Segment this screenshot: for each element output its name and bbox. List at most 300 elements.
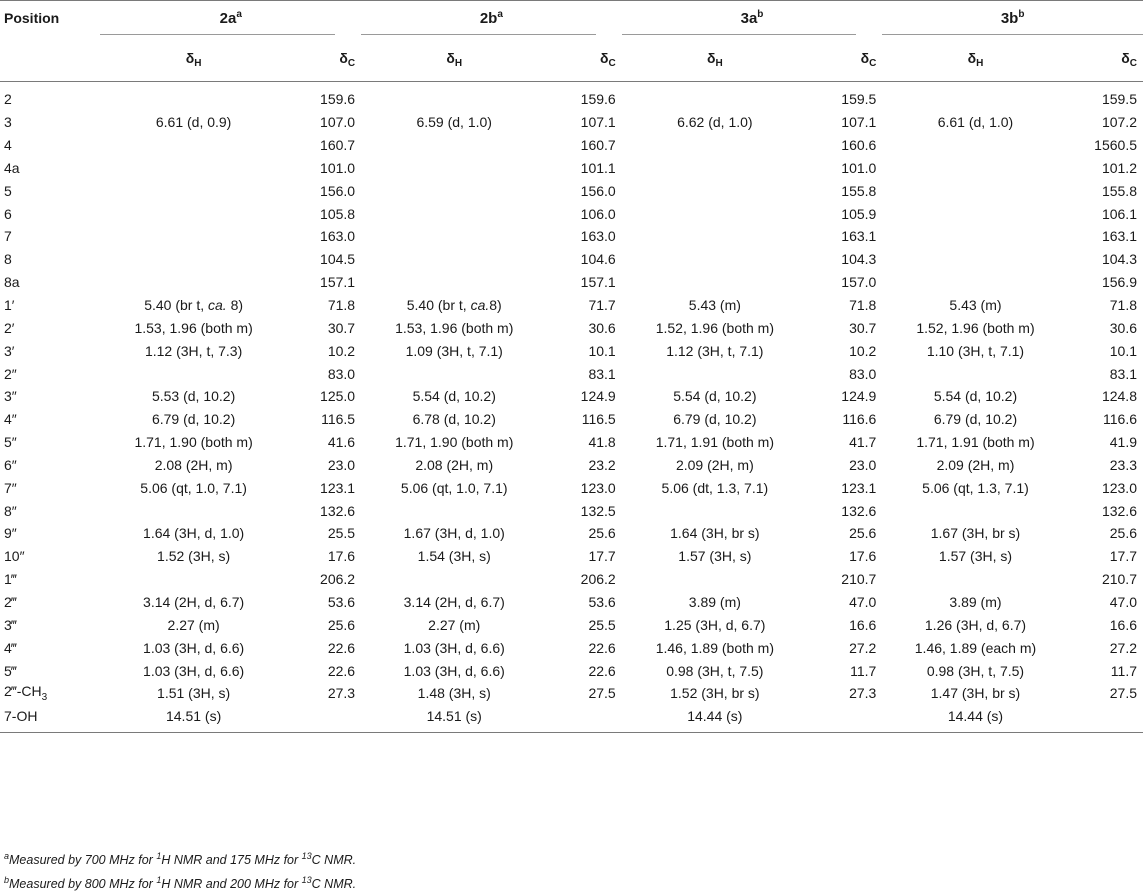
group-footnote-mark: a <box>236 9 242 20</box>
delta-h-cell <box>882 499 1068 522</box>
delta-c-cell: 155.8 <box>1101 182 1137 199</box>
delta-h-cell: 1.03 (3H, d, 6.6) <box>403 639 505 656</box>
delta-c-cell: 71.7 <box>588 297 616 314</box>
table-row <box>0 157 1143 180</box>
delta-c-cell: 159.5 <box>1101 91 1137 108</box>
delta-c-cell: 27.5 <box>1109 685 1137 702</box>
delta-c-cell: 160.7 <box>320 137 356 154</box>
delta-h-cell: 5.06 (qt, 1.0, 7.1) <box>140 479 247 496</box>
table-row <box>0 385 1143 408</box>
table-row <box>0 705 1143 732</box>
delta-h-header: $\delta_H$ <box>361 33 547 82</box>
position-cell: 6″ <box>4 456 17 473</box>
group-name: 3a <box>740 10 758 27</box>
position-cell: 4a <box>4 159 20 176</box>
delta-h-cell <box>882 179 1068 202</box>
delta-h-cell: 1.12 (3H, t, 7.3) <box>144 342 243 359</box>
delta-h-cell: 1.71, 1.90 (both m) <box>134 434 253 451</box>
table-row <box>0 591 1143 614</box>
delta-c-header: $\delta_C$ <box>287 33 361 82</box>
delta-h-cell: 1.52, 1.96 (both m) <box>655 319 774 336</box>
delta-c-cell: 101.0 <box>320 159 356 176</box>
delta-c-cell: 116.5 <box>321 411 356 428</box>
position-cell: 6 <box>4 205 12 222</box>
delta-c-header: $\delta_C$ <box>547 33 621 82</box>
delta-c-cell: 124.9 <box>580 388 616 405</box>
delta-h-cell <box>100 568 286 591</box>
delta-c-cell: 124.8 <box>1101 388 1137 405</box>
delta-c-cell: 104.3 <box>1101 251 1137 268</box>
delta-h-cell: 0.98 (3H, t, 7.5) <box>926 662 1025 679</box>
position-cell: 8″ <box>4 502 17 519</box>
delta-h-header: $\delta_H$ <box>100 33 286 82</box>
delta-h-cell: 2.27 (m) <box>428 616 481 633</box>
delta-h-cell: 3.89 (m) <box>949 593 1002 610</box>
delta-h-cell: 1.53, 1.96 (both m) <box>395 319 514 336</box>
delta-h-cell <box>622 179 808 202</box>
delta-h-cell <box>882 568 1068 591</box>
delta-c-cell: 104.5 <box>320 251 356 268</box>
position-cell: 2″ <box>4 365 17 382</box>
delta-h-cell: 14.44 (s) <box>882 705 1068 732</box>
footnote-b: $^b$Measured by 800 MHz for $^1$H NMR and 200 MHz for $^{13}$C NMR. <box>4 875 357 891</box>
delta-c-cell: 41.6 <box>327 434 356 451</box>
group-name: 2b <box>479 10 498 27</box>
delta-c-cell: 159.6 <box>320 91 356 108</box>
table-row <box>0 613 1143 636</box>
delta-c-cell: 16.6 <box>849 616 877 633</box>
delta-h-cell <box>882 157 1068 180</box>
delta-c-cell: 156.0 <box>320 182 356 199</box>
delta-c-cell: 116.6 <box>842 411 877 428</box>
delta-c-cell: 17.7 <box>1109 548 1137 565</box>
delta-h-cell: 2.09 (2H, m) <box>675 456 754 473</box>
delta-c-cell: 23.2 <box>588 456 616 473</box>
delta-c-cell: 30.6 <box>1109 319 1137 336</box>
delta-c-cell: 27.2 <box>1109 639 1137 656</box>
delta-h-cell: 1.51 (3H, s) <box>157 685 231 702</box>
group-footnote-mark: b <box>1018 9 1025 20</box>
delta-h-cell: 1.10 (3H, t, 7.1) <box>926 342 1025 359</box>
delta-c-cell: 25.6 <box>1109 525 1137 542</box>
delta-h-cell: 3.14 (2H, d, 6.7) <box>143 593 245 610</box>
position-cell: 9″ <box>4 525 17 542</box>
delta-h-cell <box>361 499 547 522</box>
footnotes <box>4 846 356 894</box>
delta-c-header: $\delta_C$ <box>1069 33 1143 82</box>
delta-c-cell: 22.6 <box>327 662 356 679</box>
delta-h-header: $\delta_H$ <box>622 33 808 82</box>
delta-h-cell: 5.54 (d, 10.2) <box>412 388 496 405</box>
delta-c-cell: 25.6 <box>849 525 877 542</box>
delta-h-cell <box>882 271 1068 294</box>
delta-h-cell <box>100 202 286 225</box>
delta-c-cell: 160.7 <box>580 137 616 154</box>
delta-h-cell <box>622 499 808 522</box>
delta-c-cell: 16.6 <box>1109 616 1137 633</box>
delta-c-cell <box>1069 705 1143 732</box>
delta-c-cell: 27.5 <box>588 685 616 702</box>
table-row <box>0 568 1143 591</box>
delta-c-cell: 83.1 <box>588 365 616 382</box>
position-cell: 4 <box>4 137 12 154</box>
delta-h-cell <box>100 271 286 294</box>
delta-c-header: $\delta_C$ <box>808 33 882 82</box>
position-cell: 3 <box>4 114 12 131</box>
delta-h-cell: 5.06 (dt, 1.3, 7.1) <box>661 479 769 496</box>
delta-c-cell: 1560.5 <box>1094 137 1137 154</box>
delta-c-cell: 132.6 <box>320 502 356 519</box>
delta-c-cell: 11.7 <box>850 662 877 679</box>
delta-h-cell: 5.54 (d, 10.2) <box>933 388 1018 405</box>
delta-c-cell: 23.3 <box>1109 456 1137 473</box>
delta-h-cell: 1.52 (3H, br s) <box>670 685 760 702</box>
delta-h-cell: 1.57 (3H, s) <box>938 548 1013 565</box>
delta-c-cell: 124.9 <box>841 388 877 405</box>
table-row <box>0 499 1143 522</box>
delta-h-cell <box>100 179 286 202</box>
delta-h-cell: 1.47 (3H, br s) <box>930 685 1021 702</box>
delta-h-cell <box>361 82 547 111</box>
table-row <box>0 179 1143 202</box>
delta-c-cell: 53.6 <box>588 593 616 610</box>
delta-h-cell: 1.64 (3H, d, 1.0) <box>143 525 245 542</box>
delta-h-cell: 1.48 (3H, s) <box>417 685 491 702</box>
table-row <box>0 362 1143 385</box>
group-header-3b <box>882 1 1143 34</box>
delta-c-cell: 123.1 <box>320 479 356 496</box>
position-cell: 2 <box>4 91 12 108</box>
delta-c-cell: 156.0 <box>580 182 616 199</box>
group-footnote-mark: b <box>757 9 764 20</box>
delta-c-cell: 25.5 <box>588 616 616 633</box>
delta-h-cell: 1.71, 1.91 (both m) <box>655 434 774 451</box>
position-cell: 1′ <box>4 297 15 314</box>
delta-c-cell: 107.2 <box>1101 114 1137 131</box>
delta-h-cell: 6.79 (d, 10.2) <box>933 411 1018 428</box>
delta-h-cell: 1.54 (3H, s) <box>417 548 491 565</box>
delta-h-cell: 1.64 (3H, br s) <box>670 525 760 542</box>
delta-h-cell <box>361 202 547 225</box>
delta-c-cell: 10.2 <box>849 342 877 359</box>
delta-c-cell: 41.7 <box>849 434 877 451</box>
delta-h-cell <box>100 82 286 111</box>
delta-c-cell: 30.7 <box>849 319 877 336</box>
delta-h-cell <box>622 134 808 157</box>
delta-c-cell: 206.2 <box>580 571 616 588</box>
delta-c-cell: 101.0 <box>841 159 877 176</box>
delta-h-cell <box>361 134 547 157</box>
delta-h-cell: 14.44 (s) <box>622 705 808 732</box>
delta-c-cell <box>808 705 882 732</box>
delta-h-header: $\delta_H$ <box>882 33 1068 82</box>
delta-h-cell: 1.52 (3H, s) <box>157 548 231 565</box>
group-header-3a <box>622 1 883 34</box>
table-row <box>0 545 1143 568</box>
delta-h-cell: 1.25 (3H, d, 6.7) <box>664 616 766 633</box>
group-header-2b <box>361 1 622 34</box>
position-cell: 1‴ <box>4 571 17 588</box>
delta-c-cell: 163.1 <box>841 228 877 245</box>
table-body <box>0 82 1143 733</box>
delta-c-cell: 47.0 <box>1109 593 1137 610</box>
position-cell: 7-OH <box>0 705 100 732</box>
delta-c-cell: 163.1 <box>1101 228 1137 245</box>
delta-h-cell: 1.46, 1.89 (both m) <box>655 639 774 656</box>
delta-c-cell: 10.1 <box>1109 342 1137 359</box>
delta-h-cell: 6.79 (d, 10.2) <box>673 411 757 428</box>
delta-h-cell: 6.59 (d, 1.0) <box>416 114 492 131</box>
delta-c-cell <box>287 705 361 732</box>
delta-h-cell <box>361 179 547 202</box>
delta-h-cell <box>882 362 1068 385</box>
delta-c-cell: 17.7 <box>588 548 616 565</box>
delta-c-cell: 107.0 <box>320 114 356 131</box>
position-cell: 8 <box>4 251 12 268</box>
delta-c-cell: 30.6 <box>588 319 616 336</box>
delta-c-cell: 101.2 <box>1101 159 1137 176</box>
delta-c-cell: 83.1 <box>1109 365 1137 382</box>
delta-h-cell <box>361 225 547 248</box>
delta-h-cell: 5.43 (m) <box>688 297 741 314</box>
group-header-row <box>0 1 1143 34</box>
delta-h-cell: 5.53 (d, 10.2) <box>151 388 236 405</box>
delta-h-cell <box>100 499 286 522</box>
delta-h-cell <box>882 202 1068 225</box>
delta-h-cell <box>622 271 808 294</box>
table-row <box>0 659 1143 682</box>
position-header: Position <box>0 1 100 34</box>
delta-c-cell: 107.1 <box>580 114 616 131</box>
footnote-a: $^a$Measured by 700 MHz for $^1$H NMR and 175 MHz for $^{13}$C NMR. <box>4 851 357 867</box>
delta-c-cell: 22.6 <box>327 639 356 656</box>
delta-h-cell: 6.78 (d, 10.2) <box>412 411 496 428</box>
delta-c-cell: 116.5 <box>581 411 616 428</box>
delta-h-cell: 5.54 (d, 10.2) <box>673 388 757 405</box>
delta-c-cell: 123.0 <box>1101 479 1137 496</box>
table-row <box>0 271 1143 294</box>
delta-c-cell: 71.8 <box>849 297 877 314</box>
table-row <box>0 202 1143 225</box>
delta-c-cell: 125.0 <box>320 388 356 405</box>
table-row <box>0 316 1143 339</box>
delta-h-cell <box>622 248 808 271</box>
delta-c-cell: 107.1 <box>841 114 877 131</box>
delta-c-cell: 159.6 <box>580 91 616 108</box>
delta-c-cell: 210.7 <box>1101 571 1137 588</box>
delta-c-cell: 132.6 <box>1101 502 1137 519</box>
table-row <box>0 682 1143 705</box>
delta-c-cell <box>547 705 621 732</box>
delta-h-cell <box>622 157 808 180</box>
delta-h-cell <box>100 134 286 157</box>
position-cell: 8a <box>4 274 20 291</box>
delta-h-cell: 2.27 (m) <box>167 616 220 633</box>
delta-c-cell: 23.0 <box>327 456 356 473</box>
position-cell: 4″ <box>4 411 17 428</box>
delta-c-cell: 10.1 <box>588 342 616 359</box>
delta-c-cell: 27.2 <box>849 639 877 656</box>
delta-h-cell <box>622 202 808 225</box>
delta-c-cell: 83.0 <box>849 365 877 382</box>
delta-h-cell <box>100 362 286 385</box>
delta-c-cell: 156.9 <box>1101 274 1137 291</box>
delta-h-cell: 1.71, 1.91 (both m) <box>916 434 1035 451</box>
delta-h-cell <box>622 568 808 591</box>
delta-c-cell: 83.0 <box>327 365 356 382</box>
delta-c-cell: 71.8 <box>327 297 356 314</box>
table-row <box>0 134 1143 157</box>
delta-c-cell: 22.6 <box>588 639 616 656</box>
delta-c-cell: 25.6 <box>588 525 616 542</box>
delta-c-cell: 27.3 <box>849 685 877 702</box>
delta-h-cell: 5.40 (br t, ca.8) <box>406 297 502 314</box>
delta-h-cell: 1.03 (3H, d, 6.6) <box>143 662 245 679</box>
delta-c-cell: 30.7 <box>327 319 356 336</box>
delta-c-cell: 132.6 <box>841 502 877 519</box>
delta-c-cell: 123.1 <box>841 479 877 496</box>
delta-h-cell: 6.61 (d, 1.0) <box>937 114 1014 131</box>
delta-h-cell: 5.40 (br t, ca. 8) <box>144 297 244 314</box>
delta-c-cell: 105.8 <box>320 205 356 222</box>
group-name: 2a <box>219 10 237 27</box>
delta-h-cell: 3.14 (2H, d, 6.7) <box>403 593 505 610</box>
delta-h-cell <box>361 568 547 591</box>
delta-h-cell: 5.43 (m) <box>949 297 1002 314</box>
delta-h-cell: 1.57 (3H, s) <box>678 548 752 565</box>
delta-h-cell <box>100 225 286 248</box>
delta-h-cell <box>361 157 547 180</box>
delta-h-cell: 5.06 (qt, 1.0, 7.1) <box>400 479 508 496</box>
position-cell: 5″ <box>4 434 17 451</box>
delta-h-cell <box>100 157 286 180</box>
position-cell: 7″ <box>4 479 17 496</box>
delta-c-cell: 23.0 <box>849 456 877 473</box>
delta-h-cell: 14.51 (s) <box>100 705 286 732</box>
delta-c-cell: 157.0 <box>841 274 877 291</box>
delta-h-cell <box>882 82 1068 111</box>
position-cell: 3′ <box>4 342 15 359</box>
group-name: 3b <box>1000 10 1019 27</box>
group-footnote-mark: a <box>497 9 503 20</box>
delta-c-cell: 163.0 <box>320 228 356 245</box>
delta-c-cell: 206.2 <box>320 571 356 588</box>
delta-c-cell: 11.7 <box>1110 662 1137 679</box>
delta-h-cell: 1.46, 1.89 (each m) <box>914 639 1037 656</box>
delta-h-cell: 6.62 (d, 1.0) <box>677 114 753 131</box>
delta-h-cell <box>622 362 808 385</box>
delta-c-cell: 104.6 <box>580 251 616 268</box>
position-cell: 2‴ <box>4 593 17 610</box>
delta-c-cell: 106.1 <box>1101 205 1137 222</box>
subheader-spacer <box>0 33 100 82</box>
delta-h-cell: 0.98 (3H, t, 7.5) <box>666 662 764 679</box>
delta-h-cell: 2.08 (2H, m) <box>415 456 494 473</box>
delta-h-cell: 1.03 (3H, d, 6.6) <box>403 662 505 679</box>
delta-h-cell: 1.26 (3H, d, 6.7) <box>924 616 1027 633</box>
delta-c-cell: 25.5 <box>327 525 356 542</box>
delta-h-cell: 6.61 (d, 0.9) <box>155 114 232 131</box>
delta-h-cell <box>882 248 1068 271</box>
position-cell: 7 <box>4 228 12 245</box>
delta-c-cell: 53.6 <box>327 593 356 610</box>
delta-c-cell: 160.6 <box>841 137 877 154</box>
delta-h-cell: 3.89 (m) <box>688 593 741 610</box>
delta-h-cell: 2.09 (2H, m) <box>936 456 1015 473</box>
delta-c-cell: 17.6 <box>327 548 356 565</box>
table-row <box>0 636 1143 659</box>
position-cell: 3″ <box>4 388 17 405</box>
delta-h-cell: 1.03 (3H, d, 6.6) <box>143 639 245 656</box>
table-row <box>0 454 1143 477</box>
delta-c-cell: 132.5 <box>580 502 616 519</box>
position-cell: 10″ <box>4 548 25 565</box>
delta-h-cell: 1.67 (3H, br s) <box>930 525 1021 542</box>
delta-h-cell: 14.51 (s) <box>361 705 547 732</box>
delta-c-cell: 159.5 <box>841 91 877 108</box>
delta-h-cell <box>361 362 547 385</box>
delta-h-cell <box>882 134 1068 157</box>
delta-c-cell: 41.9 <box>1109 434 1137 451</box>
table-row <box>0 82 1143 111</box>
delta-c-cell: 163.0 <box>580 228 616 245</box>
delta-c-cell: 157.1 <box>320 274 356 291</box>
delta-h-cell: 1.52, 1.96 (both m) <box>916 319 1035 336</box>
delta-c-cell: 157.1 <box>580 274 616 291</box>
table-row <box>0 408 1143 431</box>
table-row <box>0 225 1143 248</box>
delta-c-cell: 116.6 <box>1103 411 1137 428</box>
delta-h-cell <box>361 248 547 271</box>
delta-h-cell: 1.67 (3H, d, 1.0) <box>403 525 505 542</box>
delta-h-cell <box>622 225 808 248</box>
delta-c-cell: 105.9 <box>841 205 877 222</box>
delta-h-cell: 1.53, 1.96 (both m) <box>134 319 253 336</box>
delta-c-cell: 210.7 <box>841 571 877 588</box>
delta-c-cell: 41.8 <box>588 434 616 451</box>
subheader-row <box>0 33 1143 82</box>
delta-h-cell: 1.09 (3H, t, 7.1) <box>405 342 503 359</box>
table-row <box>0 476 1143 499</box>
position-cell: 5‴ <box>4 662 17 679</box>
delta-c-cell: 71.8 <box>1109 297 1137 314</box>
delta-c-cell: 25.6 <box>327 616 356 633</box>
delta-h-cell: 2.08 (2H, m) <box>154 456 233 473</box>
delta-h-cell <box>882 225 1068 248</box>
delta-c-cell: 123.0 <box>580 479 616 496</box>
delta-h-cell <box>622 82 808 111</box>
position-cell: $2‴-CH_3$ <box>4 683 48 704</box>
delta-h-cell: 5.06 (qt, 1.3, 7.1) <box>922 479 1029 496</box>
delta-c-cell: 101.1 <box>580 159 616 176</box>
table-row <box>0 339 1143 362</box>
delta-c-cell: 22.6 <box>588 662 616 679</box>
delta-h-cell: 1.12 (3H, t, 7.1) <box>666 342 764 359</box>
delta-c-cell: 155.8 <box>841 182 877 199</box>
delta-c-cell: 10.2 <box>327 342 356 359</box>
position-cell: 4‴ <box>4 639 17 656</box>
delta-h-cell <box>361 271 547 294</box>
delta-c-cell: 27.3 <box>327 685 356 702</box>
position-cell: 3‴ <box>4 616 17 633</box>
delta-h-cell: 6.79 (d, 10.2) <box>151 411 236 428</box>
delta-h-cell <box>100 248 286 271</box>
table-row <box>0 111 1143 134</box>
table-row <box>0 248 1143 271</box>
delta-h-cell: 1.71, 1.90 (both m) <box>395 434 514 451</box>
table-row <box>0 431 1143 454</box>
table-row <box>0 294 1143 317</box>
